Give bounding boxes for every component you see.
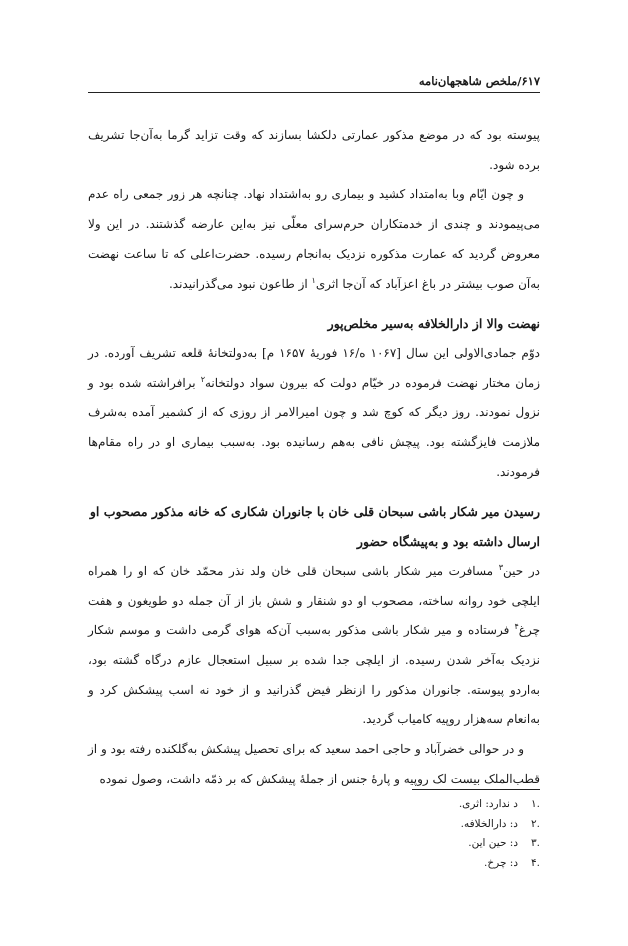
running-header [88,74,540,93]
footnote-number: .۲ [531,817,540,830]
paragraph [88,735,540,794]
paragraph-text: در حین [503,563,540,578]
footnote-text: د: چرخ. [484,856,518,869]
paragraph [88,121,540,180]
paragraph-text: و در حوالی خضرآباد و حاجی احمد سعید که برای تحصیل پیشکش به‌گلکنده رفته بود و از قطب‌الملک بیست لک روپیه و پارهٔ جنس از جملهٔ پیشکش که بر ذمّه داشت، وصول نموده [88,742,540,786]
paragraph [88,339,540,488]
footnote-text: د: دارالخلافه. [460,817,518,830]
paragraph-text: مسافرت میر شکار باشی سبحان قلی خان ولد نذر محمّد خان که او را همراه ایلچی خود روانه ساخته، مصحوب او دو شنقار و شش باز از آن جمله دو طویغون و هفت چرغ [88,563,540,638]
section-heading-2: رسیدن میر شکار باشی سبحان قلی خان با جانوران شکاری که خانه مذکور مصحوب او ارسال داشته بود و به‌پیشگاه حضور [89,504,540,550]
footnote-number: .۱ [531,798,540,810]
paragraph-text: فرستاده و میر شکار باشی مذکور به‌سبب آن‌که هوای گرمی داشت و موسم شکار نزدیک به‌آخر شدن رسیده. از ایلچی جدا شده بر سبیل استعجال عازم درگاه گشته بود، به‌اردو پیوسته. جانوران مذکور را ازنظر فیض گذرانید و از خود نه اسب پیشکش کرد و به‌انعام سه‌هزار روپیه کامیاب گردید. [88,623,541,727]
paragraph-text: از طاعون نبود می‌گذرانیدند. [168,276,312,291]
running-title: ۶۱۷/ملخص شاهجهان‌نامه [418,74,540,88]
paragraph-text: پیوسته بود که در موضع مذکور عمارتی دلکشا بسازند که وقت تزاید گرما به‌آن‌جا تشریف برده شود. [88,128,540,172]
paragraph [88,180,540,299]
footnote-item [320,834,540,854]
footnote-item [320,795,540,815]
footnote-text: د: حین این. [468,837,518,849]
footnote-number: .۳ [531,837,540,849]
footnote-ref-4[interactable]: ۴ [514,622,519,632]
footnote-divider [412,789,540,790]
footnotes [320,795,540,873]
footnote-ref-1[interactable]: ۱ [311,275,316,285]
paragraph-text: دوّم جمادی‌الاولی این سال [۱۰۶۷ ه/۱۶ فوریهٔ ۱۶۵۷ م] به‌دولتخانهٔ قلعه تشریف آورده. در زمان مختار نهضت فرموده در خیّام دولت که بیرون سواد دولتخانه [88,345,541,390]
paragraph-text: برافراشته شده بود و نزول نمودند. روز دیگر که کوچ شد و چون امیرالامر از روزی که از کشمیر آمده به‌شرف ملازمت فایزگشته بود. پیچش نافی به‌هم رسانیده بود. به‌سبب بیماری او در راه مقام‌ها فرمودند. [88,375,540,479]
footnote-item [320,815,540,835]
footnote-ref-2[interactable]: ۲ [200,374,205,384]
section-heading-1: نهضت والا از دارالخلافه به‌سیر مخلص‌پور [327,316,540,332]
paragraph-text: و چون ایّام وبا به‌امتداد کشید و بیماری رو به‌اشتداد نهاد. چنانچه هر زور جمعی راه عدم می‌پیمودند و چندی از خدمتکاران حرم‌سرای معلّی نیز به‌این عارضه گذشتند. در این ولا معروض گردید که عمارت مذکوره نزدیک به‌انجام رسیده. حضرت‌اعلی که تا ساعت نهضت به‌آن صوب بیشتر در باغ اعزآباد که آن‌جا اثری [88,187,540,291]
footnote-number: .۴ [531,856,540,869]
paragraph [88,557,540,735]
main-text [88,121,540,794]
footnote-ref-3[interactable]: ۳ [498,562,504,572]
footnote-item [320,854,540,874]
footnote-text: د ندارد: اثری. [458,798,518,810]
